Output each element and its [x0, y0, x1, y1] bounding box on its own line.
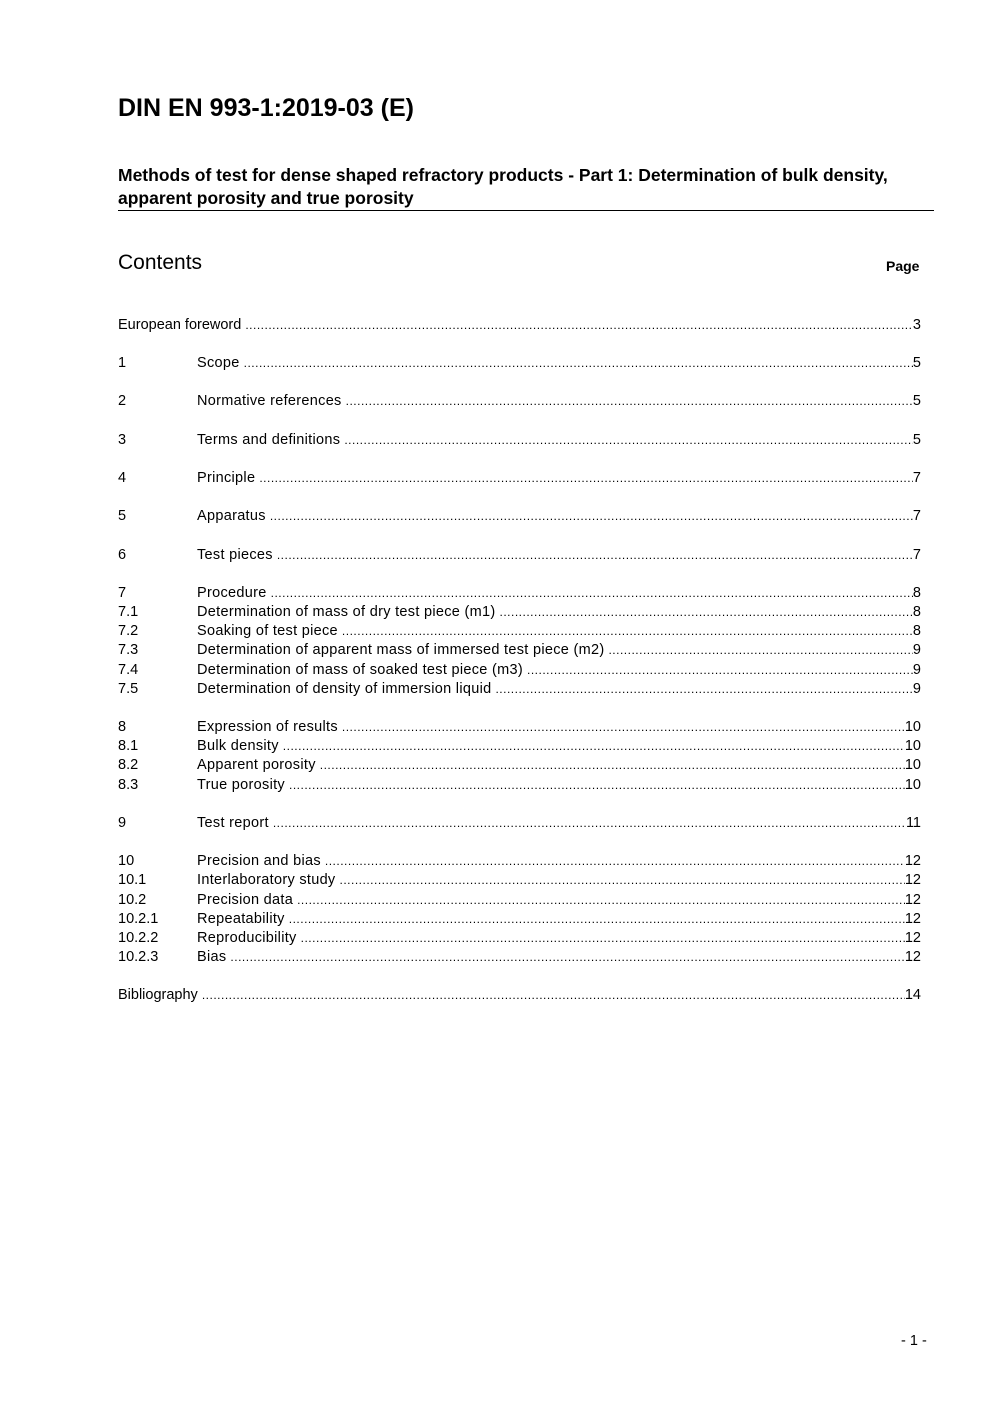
toc-entry-title: Precision data [197, 892, 294, 908]
toc-dot-leader [245, 316, 913, 334]
toc-entry[interactable] [118, 986, 921, 1004]
toc-entry[interactable] [118, 852, 921, 870]
toc-dot-leader [244, 354, 913, 372]
document-id: DIN EN 993-1:2019-03 (E) [118, 94, 414, 122]
toc-entry-number: 1 [118, 355, 127, 371]
toc-entry[interactable] [118, 584, 921, 602]
toc-entry[interactable] [118, 929, 921, 947]
toc-dot-leader [608, 641, 912, 659]
toc-entry-number: 7.5 [118, 681, 139, 697]
toc-dot-leader [270, 507, 913, 525]
toc-entry[interactable] [118, 871, 921, 889]
toc-entry-title: Expression of results [197, 719, 338, 735]
toc-entry-number: 8.1 [118, 738, 139, 754]
toc-dot-leader [259, 469, 913, 487]
toc-entry-title: True porosity [197, 777, 285, 793]
toc-entry[interactable] [118, 776, 921, 794]
toc-entry[interactable] [118, 948, 921, 966]
toc-entry[interactable] [118, 354, 921, 372]
toc-entry-number: 4 [118, 470, 127, 486]
toc-entry-number: 10.2.1 [118, 911, 159, 927]
toc-entry-page: 12 [904, 853, 921, 869]
toc-entry-page: 3 [912, 317, 921, 333]
toc-entry-page: 9 [912, 662, 921, 678]
toc-entry-page: 12 [904, 911, 921, 927]
toc-entry-number: 7 [118, 585, 127, 601]
toc-entry-page: 8 [912, 585, 921, 601]
toc-entry-page: 8 [912, 604, 921, 620]
toc-entry-number: 5 [118, 508, 127, 524]
toc-entry-number: 7.1 [118, 604, 139, 620]
toc-entry-title: Test report [197, 815, 269, 831]
toc-entry[interactable] [118, 603, 921, 621]
toc-entry-page: 7 [912, 508, 921, 524]
toc-entry[interactable] [118, 756, 921, 774]
toc-dot-leader [277, 546, 913, 564]
toc-dot-leader [342, 718, 905, 736]
toc-entry-page: 9 [912, 642, 921, 658]
toc-entry-number: 10 [118, 853, 135, 869]
toc-dot-leader [297, 891, 905, 909]
toc-entry-title: Repeatability [197, 911, 285, 927]
toc-entry[interactable] [118, 814, 921, 832]
toc-entry-page: 10 [904, 757, 921, 773]
toc-entry-page: 11 [905, 815, 921, 831]
page-column-label: Page [886, 258, 920, 274]
toc-entry-title: Bibliography [118, 987, 198, 1003]
toc-entry-number: 10.2.3 [118, 949, 159, 965]
toc-dot-leader [499, 603, 912, 621]
toc-entry-number: 10.2 [118, 892, 147, 908]
toc-entry-number: 7.3 [118, 642, 139, 658]
toc-entry-title: Terms and definitions [197, 432, 341, 448]
toc-entry-page: 10 [904, 777, 921, 793]
toc-entry-title: Interlaboratory study [197, 872, 336, 888]
toc-entry[interactable] [118, 431, 921, 449]
toc-dot-leader [495, 680, 912, 698]
toc-dot-leader [346, 392, 913, 410]
toc-entry-page: 12 [904, 872, 921, 888]
toc-entry[interactable] [118, 507, 921, 525]
toc-entry[interactable] [118, 661, 921, 679]
toc-entry-title: Normative references [197, 393, 342, 409]
toc-entry-number: 2 [118, 393, 127, 409]
toc-dot-leader [339, 871, 904, 889]
title-rule [118, 210, 934, 211]
toc-entry-page: 9 [912, 681, 921, 697]
toc-entry[interactable] [118, 469, 921, 487]
toc-entry-page: 14 [904, 987, 921, 1003]
toc-dot-leader [289, 776, 905, 794]
toc-entry-page: 5 [912, 432, 921, 448]
toc-dot-leader [273, 814, 906, 832]
toc-entry-page: 12 [904, 949, 921, 965]
toc-entry-title: European foreword [118, 317, 242, 333]
toc-entry[interactable] [118, 737, 921, 755]
toc-entry-number: 7.4 [118, 662, 139, 678]
toc-entry-title: Bulk density [197, 738, 279, 754]
toc-entry-title: Test pieces [197, 547, 273, 563]
toc-dot-leader [320, 756, 905, 774]
toc-entry-page: 12 [904, 930, 921, 946]
toc-entry[interactable] [118, 910, 921, 928]
toc-entry[interactable] [118, 891, 921, 909]
toc-entry-page: 5 [912, 355, 921, 371]
toc-entry-title: Apparatus [197, 508, 266, 524]
toc-entry-title: Precision and bias [197, 853, 321, 869]
toc-dot-leader [527, 661, 913, 679]
toc-dot-leader [342, 622, 913, 640]
toc-entry-page: 5 [912, 393, 921, 409]
toc-dot-leader [230, 948, 904, 966]
toc-entry-title: Scope [197, 355, 240, 371]
toc-entry-title: Determination of apparent mass of immersed test piece (m2) [197, 642, 605, 658]
contents-heading: Contents [118, 251, 203, 274]
toc-entry-page: 8 [912, 623, 921, 639]
toc-entry[interactable] [118, 718, 921, 736]
toc-entry-number: 9 [118, 815, 127, 831]
toc-dot-leader [301, 929, 905, 947]
toc-entry[interactable] [118, 680, 921, 698]
toc-entry-number: 3 [118, 432, 127, 448]
toc-entry[interactable] [118, 316, 921, 334]
toc-entry-number: 10.2.2 [118, 930, 159, 946]
toc-dot-leader [271, 584, 913, 602]
toc-entry-title: Apparent porosity [197, 757, 316, 773]
toc-entry-title: Principle [197, 470, 256, 486]
toc-entry-title: Bias [197, 949, 227, 965]
toc-entry-title: Soaking of test piece [197, 623, 338, 639]
toc-entry-page: 12 [904, 892, 921, 908]
toc-entry-number: 7.2 [118, 623, 139, 639]
toc-entry-page: 7 [912, 547, 921, 563]
toc-entry-number: 8 [118, 719, 127, 735]
toc-entry[interactable] [118, 392, 921, 410]
toc-entry-title: Determination of density of immersion liquid [197, 681, 492, 697]
toc-entry-number: 6 [118, 547, 127, 563]
document-title: Methods of test for dense shaped refractory products - Part 1: Determination of bulk density, apparent porosity and true porosity [118, 165, 888, 208]
page-number: - 1 - [901, 1333, 927, 1349]
toc-entry-number: 8.3 [118, 777, 139, 793]
toc-entry-title: Procedure [197, 585, 267, 601]
toc-dot-leader [283, 737, 905, 755]
toc-entry-title: Determination of mass of dry test piece (m1) [197, 604, 496, 620]
toc-dot-leader [289, 910, 905, 928]
toc-entry[interactable] [118, 622, 921, 640]
toc-entry-page: 7 [912, 470, 921, 486]
toc-entry[interactable] [118, 641, 921, 659]
toc-entry-title: Determination of mass of soaked test piece (m3) [197, 662, 523, 678]
toc-entry-number: 10.1 [118, 872, 147, 888]
toc-dot-leader [325, 852, 905, 870]
toc-entry-title: Reproducibility [197, 930, 297, 946]
toc-entry-page: 10 [904, 719, 921, 735]
toc-entry-page: 10 [904, 738, 921, 754]
toc-dot-leader [202, 986, 905, 1004]
toc-dot-leader [344, 431, 913, 449]
toc-entry-number: 8.2 [118, 757, 139, 773]
toc-entry[interactable] [118, 546, 921, 564]
